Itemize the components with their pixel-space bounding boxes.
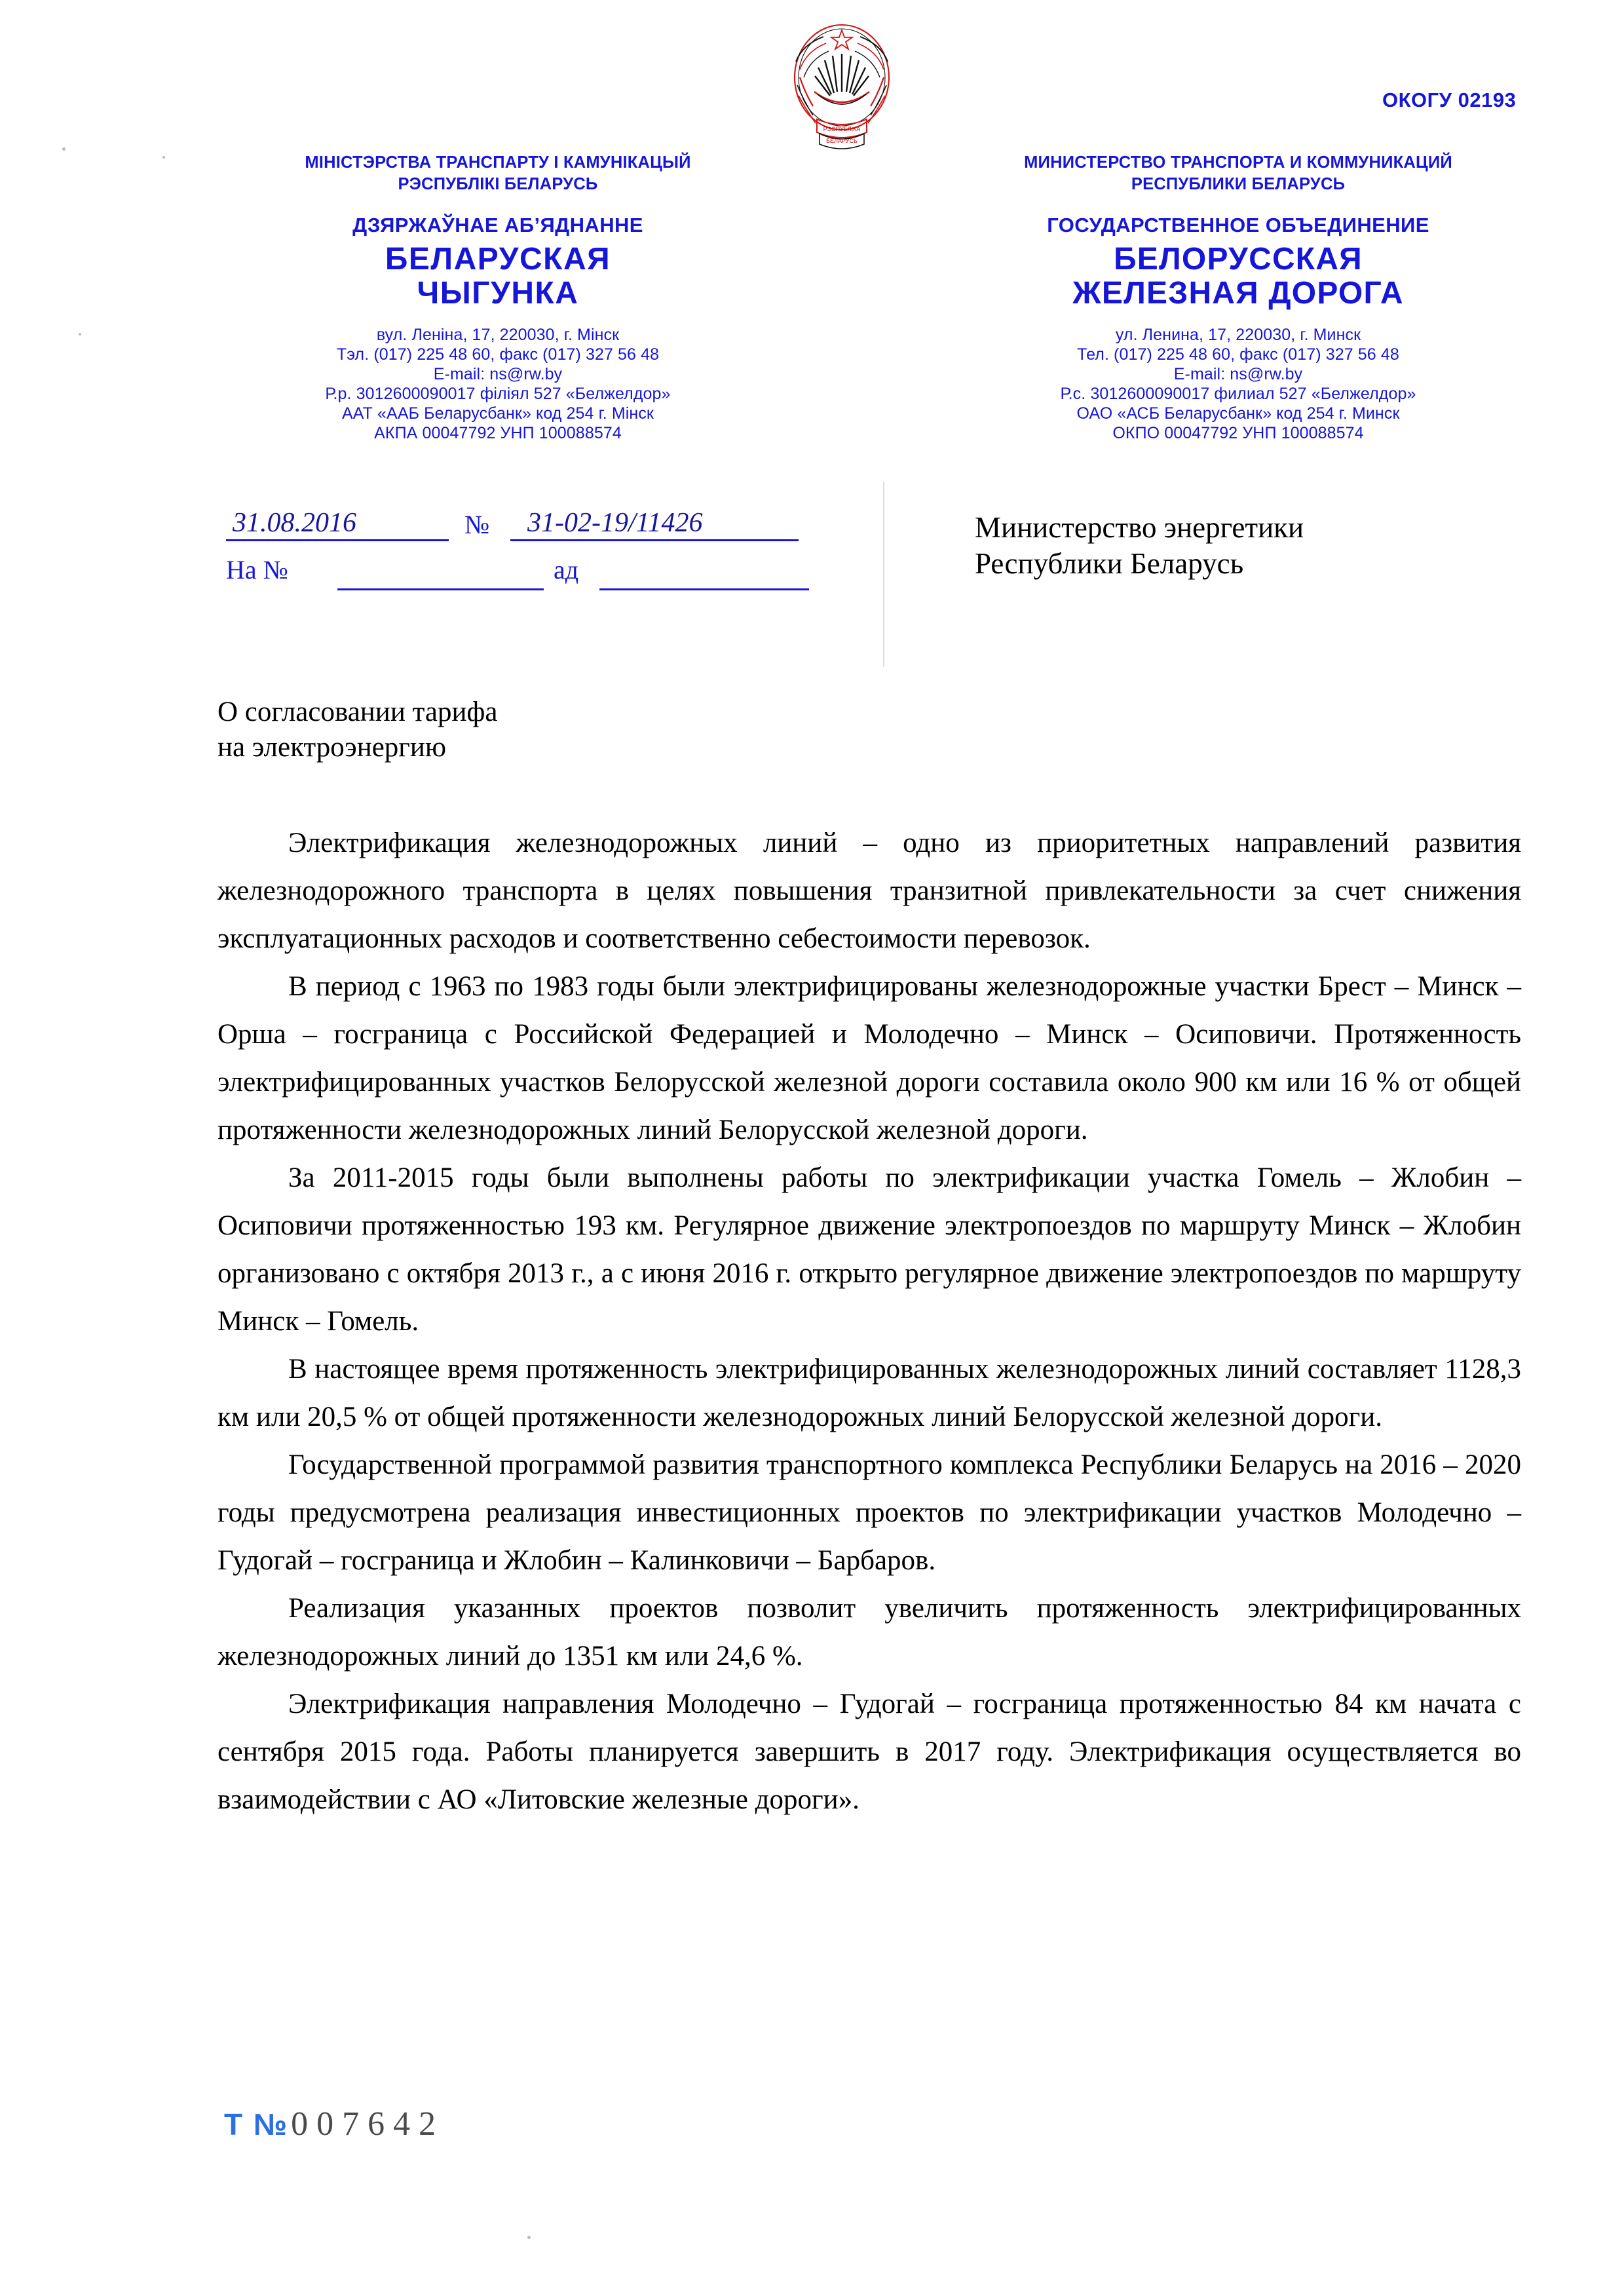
body-paragraph: За 2011-2015 годы были выполнены работы по электрификации участка Гомель – Жлобин – Осиповичи протяженностью 193 км. Регулярное движение электропоездов по маршруту Минск – Жлобин организовано с октября 2013 г., а с июня 2016 г. открыто регулярное движение электропоездов по маршруту Минск – Гомель.: [217, 1162, 1521, 1337]
bank-ru: ОАО «АСБ Беларусбанк» код 254 г. Минск: [1076, 404, 1400, 423]
scan-speck: [527, 2236, 531, 2239]
svg-text:РЭСПУБЛІКА: РЭСПУБЛІКА: [823, 126, 861, 132]
ministry-line-2-be: РЭСПУБЛІКІ БЕЛАРУСЬ: [398, 175, 598, 193]
date-number-row: [226, 499, 803, 545]
codes-ru: ОКПО 00047792 УНП 100088574: [1112, 424, 1364, 442]
registration-stamp: [224, 2105, 444, 2143]
scan-speck: [79, 333, 81, 335]
belarus-state-emblem-icon: [776, 14, 907, 155]
number-sign: №: [464, 510, 490, 539]
body-paragraph: Электрификация железнодорожных линий – одно из приоритетных направлений развития железнодорожного транспорта в целях повышения транзитной привлекательности за счет снижения эксплуатационных расходов и соответственно себестоимости перевозок.: [217, 828, 1521, 954]
email-be: E-mail: ns@rw.by: [433, 365, 563, 383]
email-ru: E-mail: ns@rw.by: [1173, 365, 1303, 383]
subject-line-2: на электроэнергию: [217, 732, 447, 763]
phone-be: Тэл. (017) 225 48 60, факс (017) 327 56 48: [336, 345, 660, 364]
org-kind-be: ДЗЯРЖАЎНАЕ АБ’ЯДНАННЕ: [352, 214, 643, 237]
ministry-line-1-ru: МИНИСТЕРСТВО ТРАНСПОРТА И КОММУНИКАЦИЙ: [1024, 153, 1452, 172]
letterhead-belarusian: [236, 152, 760, 443]
org-name-line-1-ru: БЕЛОРУССКАЯ: [1114, 242, 1363, 277]
from-label: ад: [554, 555, 579, 584]
outgoing-number-value: 31-02-19/11426: [527, 508, 703, 538]
addressee-line-1: Министерство энергетики: [975, 511, 1304, 544]
body-paragraph: Электрификация направления Молодечно – Гудогай – госграница протяженностью 84 км начата с сентября 2015 года. Работы планируется завершить в 2017 году. Электрификация осуществляется во взаимодействии с АО «Литовские железные дороги».: [217, 1689, 1521, 1815]
number-rule: [510, 539, 799, 541]
phone-ru: Тел. (017) 225 48 60, факс (017) 327 56 48: [1077, 345, 1399, 364]
body-paragraph: В настоящее время протяженность электрифицированных железнодорожных линий составляет 1128,3 км или 20,5 % от общей протяженности железнодорожных линий Белорусской железной дороги.: [217, 1354, 1521, 1432]
stamp-digits: 007642: [291, 2105, 445, 2143]
account-ru: Р.с. 3012600090017 филиал 527 «Белжелдор»: [1060, 385, 1416, 403]
subject-block: [217, 695, 497, 765]
body-paragraph: Реализация указанных проектов позволит увеличить протяженность электрифицированных железнодорожных линий до 1351 км или 24,6 %.: [217, 1593, 1521, 1672]
subject-line-1: О согласовании тарифа: [217, 697, 498, 727]
header-divider: [883, 482, 884, 667]
from-rule: [599, 588, 809, 590]
body-paragraph: В период с 1963 по 1983 годы были электрифицированы железнодорожные участки Брест – Минск – Орша – госграница с Российской Федерацией и Молодечно – Минск – Осиповичи. Протяженность электрифицированных участков Белорусской железной дороги составила около 900 км или 16 % от общей протяженности железнодорожных линий Белорусской железной дороги.: [217, 971, 1521, 1145]
org-kind-ru: ГОСУДАРСТВЕННОЕ ОБЪЕДИНЕНИЕ: [1047, 214, 1429, 237]
letterhead-russian: [970, 152, 1507, 443]
bank-be: ААТ «ААБ Беларусбанк» код 254 г. Мінск: [342, 404, 654, 423]
body-paragraph: Государственной программой развития транспортного комплекса Республики Беларусь на 2016 – 2020 годы предусмотрена реализация инвестиционных проектов по электрификации участков Молодечно – Гудогай – госграница и Жлобин – Калинковичи – Барбаров.: [217, 1449, 1521, 1576]
stamp-prefix: Т №: [224, 2107, 289, 2141]
scan-speck: [162, 156, 165, 159]
outgoing-date-value: 31.08.2016: [233, 508, 356, 538]
org-name-line-2-be: ЧЫГУНКА: [417, 276, 579, 311]
scan-speck: [62, 147, 66, 151]
addressee-block: [975, 510, 1304, 582]
reference-block: [226, 499, 803, 584]
org-name-line-2-ru: ЖЕЛЕЗНАЯ ДОРОГА: [1072, 276, 1404, 311]
date-rule: [226, 539, 449, 541]
svg-text:БЕЛАРУСЬ: БЕЛАРУСЬ: [826, 138, 858, 144]
address-ru: ул. Ленина, 17, 220030, г. Минск: [1115, 326, 1361, 344]
ministry-line-1-be: МІНІСТЭРСТВА ТРАНСПАРТУ І КАМУНІКАЦЫЙ: [305, 153, 691, 172]
org-name-line-1-be: БЕЛАРУСКАЯ: [385, 242, 611, 277]
reply-rule: [337, 588, 544, 590]
reply-label: На №: [226, 555, 288, 584]
letter-body: [217, 819, 1521, 1824]
address-be: вул. Леніна, 17, 220030, г. Мінск: [376, 326, 620, 344]
codes-be: АКПА 00047792 УНП 100088574: [374, 424, 622, 442]
ministry-line-2-ru: РЕСПУБЛИКИ БЕЛАРУСЬ: [1131, 175, 1346, 193]
account-be: Р.р. 3012600090017 філіял 527 «Белжелдор»: [325, 385, 671, 403]
addressee-line-2: Республики Беларусь: [975, 547, 1244, 580]
okogu-code: ОКОГУ 02193: [1382, 88, 1517, 111]
